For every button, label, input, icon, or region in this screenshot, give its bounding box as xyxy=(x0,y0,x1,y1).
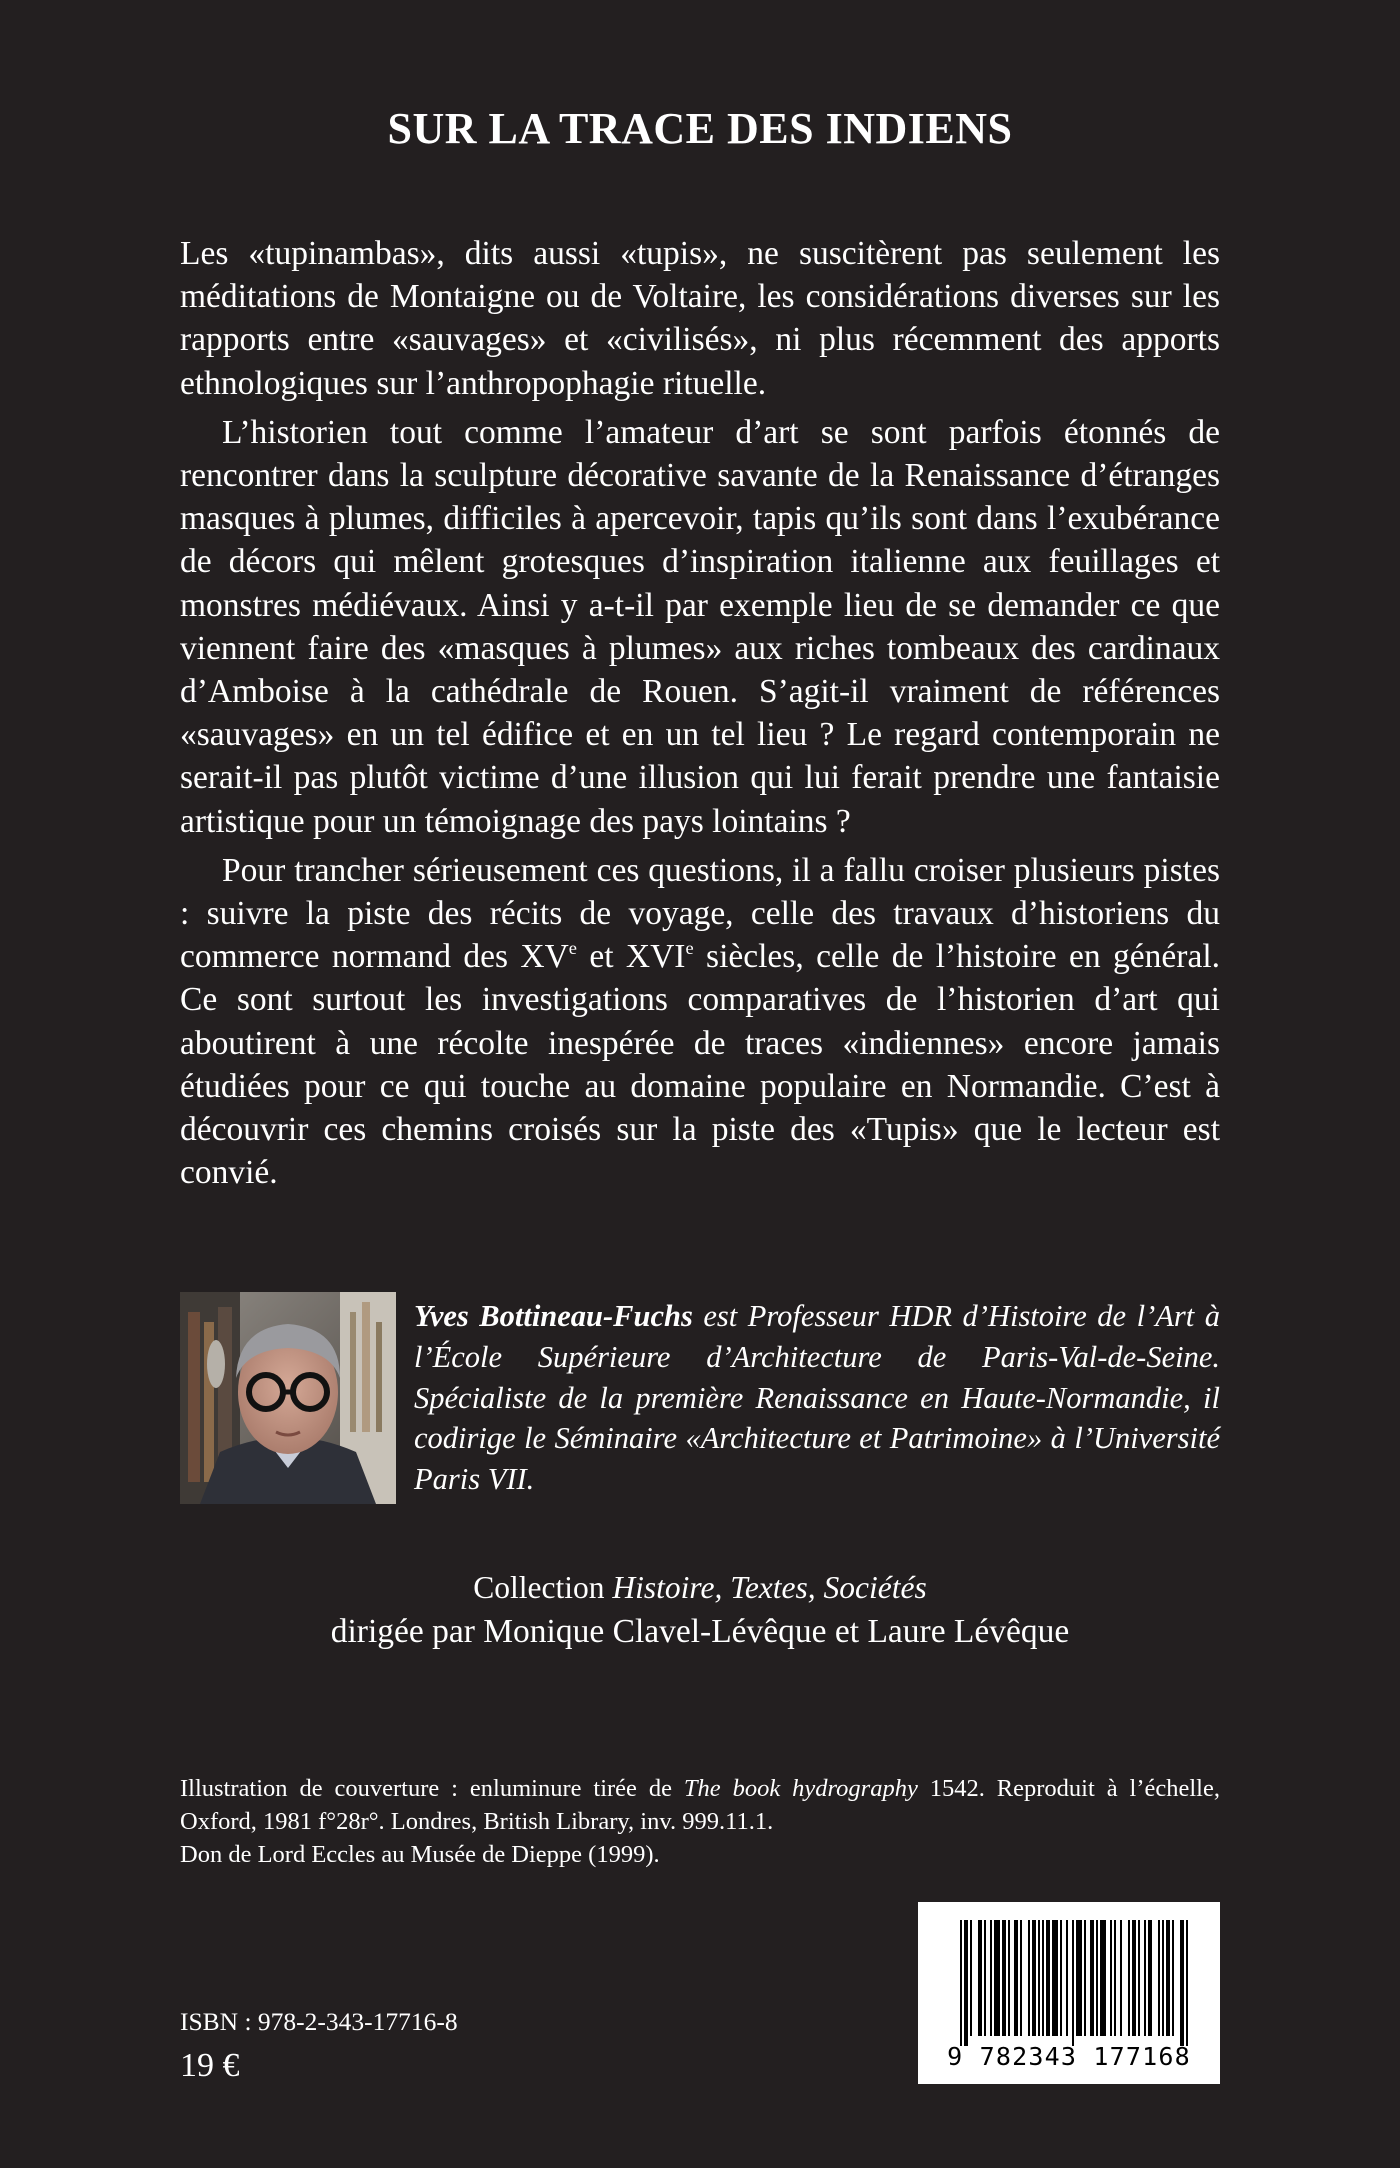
barcode-bar xyxy=(1046,1920,1050,2036)
barcode-bar xyxy=(1114,1920,1116,2036)
barcode-bar xyxy=(1014,1920,1018,2036)
barcode-bar xyxy=(1186,1920,1188,2046)
barcode-bar xyxy=(970,1920,972,2036)
credits-line-1 xyxy=(180,1772,1220,1838)
century-superscript: e xyxy=(685,938,694,959)
book-title: SUR LA TRACE DES INDIENS xyxy=(387,104,1013,153)
barcode-bar xyxy=(978,1920,982,2036)
barcode-bar xyxy=(1100,1920,1106,2036)
author-name: Yves Bottineau-Fuchs xyxy=(414,1299,693,1333)
author-photo xyxy=(180,1292,396,1504)
blurb-paragraph-2: L’historien tout comme l’amateur d’art se sont parfois étonnés de rencontrer dans la sculpture décorative savante de la Renaissance d’étranges masques à plumes, difficiles à apercevoir, tapis qu’ils sont dans l’exubérance de décors qui mêlent grotesques d’inspiration italienne aux feuillages et monstres médiévaux. Ainsi y a-t-il par exemple lieu de se demander ce que viennent faire des «masques à plumes» aux riches tombeaux des cardinaux d’Amboise à la cathédrale de Rouen. S’agit-il vraiment de références «sauvages» en un tel édifice et en un tel lieu ? Le regard contemporain ne serait-il pas plutôt victime d’une illusion qui lui ferait prendre une fantaisie artistique pour un témoignage des pays lointains ? xyxy=(180,413,1220,840)
barcode-bar xyxy=(1128,1920,1130,2036)
barcode-bar xyxy=(1132,1920,1136,2036)
author-portrait-image xyxy=(180,1292,396,1504)
credits-book-title: The book hydrography xyxy=(683,1775,918,1802)
barcode-bar xyxy=(1042,1920,1044,2036)
barcode-bar xyxy=(964,1920,968,2046)
barcode-bar xyxy=(1144,1920,1146,2036)
price-label: 19 € xyxy=(180,2047,240,2084)
collection-info xyxy=(0,1566,1400,1654)
blurb-paragraph-3-part-b: et XVI xyxy=(576,938,686,976)
barcode-bar xyxy=(1110,1920,1112,2036)
barcode-bar xyxy=(1072,1920,1074,2046)
barcode-bar xyxy=(1172,1920,1174,2036)
barcode-bar xyxy=(1148,1920,1152,2036)
barcode-bar xyxy=(1166,1920,1170,2036)
blurb-paragraph-3-part-c: siècles, celle de l’histoire en général. Ce sont surtout les investigations comparatives de l’historien d’art qui aboutirent à une récolte inespérée de traces «indiennes» encore jamais étudiées pour ce qui touche au domaine populaire en Normandie. C’est à découvrir ces chemins croisés sur la piste des «Tupis» que le lecteur est convié. xyxy=(180,938,1220,1192)
barcode-bar xyxy=(994,1920,1000,2036)
barcode-bar xyxy=(1120,1920,1122,2036)
barcode-bar xyxy=(1032,1920,1036,2036)
barcode-bar xyxy=(1066,1920,1068,2036)
barcode-bar xyxy=(1162,1920,1164,2036)
barcode-bar xyxy=(1084,1920,1086,2036)
blurb-paragraph-3 xyxy=(180,849,1220,1195)
barcode-bar xyxy=(1138,1920,1140,2036)
cover-illustration-credits xyxy=(180,1772,1220,1871)
barcode-bar xyxy=(1038,1920,1040,2036)
barcode-bar xyxy=(960,1920,962,2046)
barcode-bar xyxy=(1002,1920,1006,2036)
collection-name: Histoire, Textes, Sociétés xyxy=(612,1570,927,1605)
credits-prefix: Illustration de couverture : enluminure tirée de xyxy=(180,1775,684,1802)
collection-line xyxy=(0,1566,1400,1610)
collection-prefix: Collection xyxy=(473,1570,613,1605)
century-superscript: e xyxy=(568,938,577,959)
barcode-bar xyxy=(1008,1920,1010,2036)
barcode-bar xyxy=(1180,1920,1184,2046)
barcode-bar xyxy=(1020,1920,1022,2036)
barcode-bar xyxy=(1096,1920,1098,2036)
barcode-digits: 9 782343 177168 xyxy=(947,2042,1191,2071)
credits-line-2: Don de Lord Eccles au Musée de Dieppe (1999). xyxy=(180,1841,660,1868)
isbn-label: ISBN : 978-2-343-17716-8 xyxy=(180,2007,458,2036)
barcode xyxy=(918,1902,1220,2084)
blurb-paragraph-3-part-a: Pour trancher sérieusement ces questions, il a fallu croiser plusieurs pistes : suivre la piste des récits de voyage, celle des travaux d’historiens du commerce normand des XV xyxy=(180,851,1220,976)
barcode-bar xyxy=(1090,1920,1094,2036)
barcode-bar xyxy=(1076,1920,1082,2036)
credits-rest: 1542. Reproduit à l’échelle, Oxford, 1981 f°28r°. Londres, British Library, inv. 999.11.1. xyxy=(180,1775,1220,1835)
barcode-bar xyxy=(1158,1920,1160,2036)
barcode-bar xyxy=(1060,1920,1062,2036)
author-bio xyxy=(414,1296,1220,1500)
collection-directors: dirigée par Monique Clavel-Lévêque et Laure Lévêque xyxy=(330,1613,1070,1650)
back-cover-blurb xyxy=(180,232,1220,1200)
blurb-paragraph-1: Les «tupinambas», dits aussi «tupis», ne suscitèrent pas seulement les méditations de Montaigne ou de Voltaire, les considérations diverses sur les rapports entre «sauvages» et «civilisés», ni plus récemment des apports ethnologiques sur l’anthropophagie rituelle. xyxy=(180,235,1220,402)
barcode-bar xyxy=(1052,1920,1058,2036)
author-bio-text: est Professeur HDR d’Histoire de l’Art à l’École Supérieure d’Architecture de Paris-Val-de-Seine. Spécialiste de la première Renaissance en Haute-Normandie, il codirige le Séminaire «Architecture et Patrimoine» à l’Université Paris VII. xyxy=(414,1299,1220,1497)
barcode-bar xyxy=(1028,1920,1030,2036)
barcode-bar xyxy=(984,1920,986,2036)
barcode-bar xyxy=(990,1920,992,2036)
